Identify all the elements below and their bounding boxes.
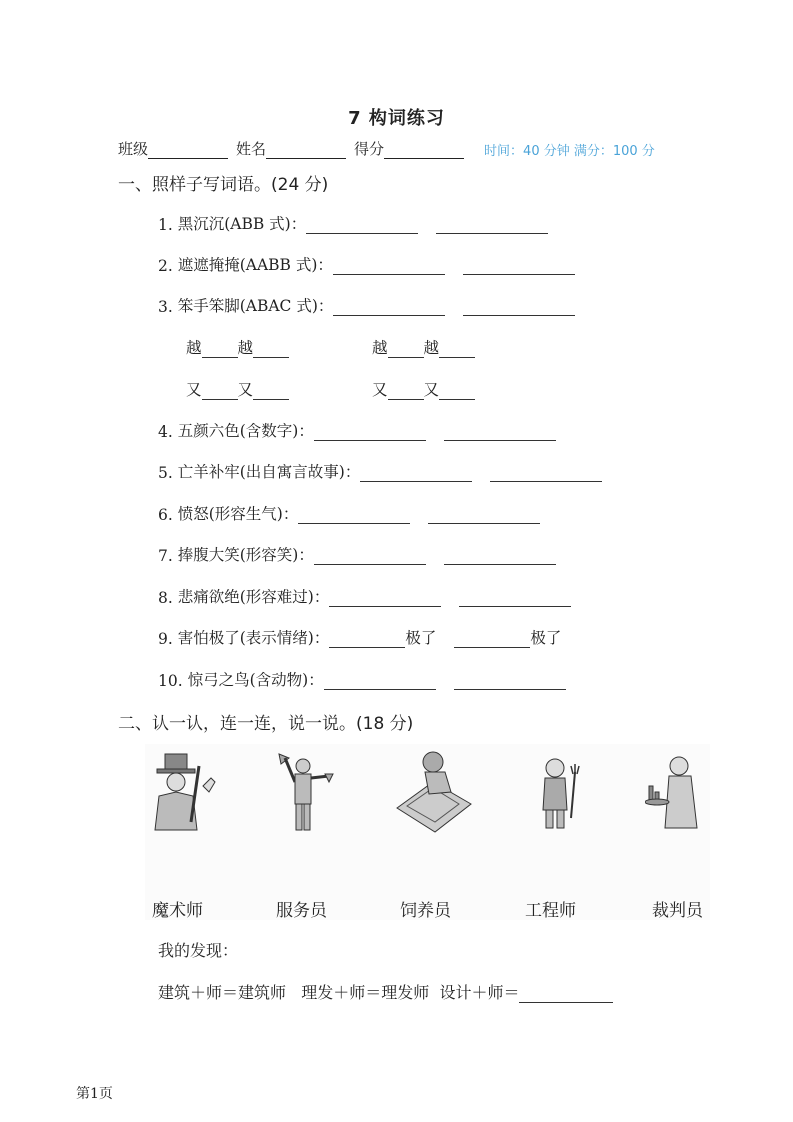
score-label: 得分 [354, 140, 385, 158]
label-magician[interactable]: 魔术师 [152, 901, 203, 921]
question-7: 7. 捧腹大笑(形容笑)： [158, 543, 556, 565]
answer-blank[interactable] [490, 467, 602, 482]
answer-blank[interactable] [428, 509, 540, 524]
question-9: 9. 害怕极了(表示情绪)： 极了 极了 [158, 629, 562, 648]
pattern-yue-2: 越 越 [372, 336, 475, 358]
answer-blank[interactable] [388, 385, 424, 400]
question-8: 8. 悲痛欲绝(形容难过)： [158, 585, 571, 607]
answer-blank[interactable] [459, 592, 571, 607]
class-label: 班级 [118, 140, 149, 158]
answer-blank[interactable] [253, 343, 289, 358]
question-3 [158, 294, 575, 316]
answer-blank[interactable] [298, 509, 410, 524]
answer-blank[interactable] [202, 343, 238, 358]
answer-blank[interactable] [388, 343, 424, 358]
question-4: 4. 五颜六色(含数字)： [158, 419, 556, 441]
answer-blank[interactable] [454, 675, 566, 690]
engineer-illustration[interactable] [393, 748, 475, 834]
answer-blank[interactable] [360, 467, 472, 482]
q-number: 1. [158, 216, 173, 234]
q-prompt: 遮遮掩掩(AABB 式)： [177, 256, 333, 274]
name-label: 姓名 [236, 140, 267, 158]
equation-3: 设计＋师＝ [439, 983, 520, 1002]
magician-illustration[interactable] [151, 752, 223, 832]
score-field[interactable] [384, 142, 464, 159]
student-info-header [118, 138, 655, 159]
answer-blank[interactable] [454, 633, 530, 648]
question-6: 6. 愤怒(形容生气)： [158, 502, 540, 524]
answer-blank[interactable] [333, 301, 445, 316]
time-score-info: 时间：40 分钟 满分：100 分 [484, 144, 655, 159]
pattern-you-2: 又 又 [372, 378, 475, 400]
answer-blank[interactable] [436, 219, 548, 234]
section2-heading: 二、认一认，连一连，说一说。(18 分) [118, 714, 414, 734]
farmer-illustration[interactable] [535, 752, 585, 832]
equation-1: 建筑＋师＝建筑师 [158, 983, 287, 1002]
referee-illustration[interactable] [275, 752, 335, 832]
answer-blank[interactable] [444, 550, 556, 565]
answer-blank[interactable] [324, 675, 436, 690]
answer-blank[interactable] [253, 385, 289, 400]
label-engineer[interactable]: 工程师 [525, 901, 576, 921]
discovery-equations [158, 980, 613, 1003]
label-breeder[interactable]: 饲养员 [400, 901, 451, 921]
pattern-yue-1: 越 越 [186, 336, 289, 358]
answer-blank[interactable] [463, 301, 575, 316]
question-1 [158, 212, 548, 234]
page-number: 第1页 [76, 1086, 113, 1102]
answer-blank[interactable] [444, 426, 556, 441]
equation-2: 理发＋师＝理发师 [301, 983, 430, 1002]
answer-blank[interactable] [314, 550, 426, 565]
answer-blank[interactable] [519, 988, 613, 1003]
name-field[interactable] [266, 142, 346, 159]
answer-blank[interactable] [306, 219, 418, 234]
class-field[interactable] [148, 142, 228, 159]
q-prompt: 笨手笨脚(ABAC 式)： [177, 297, 334, 315]
q-number: 3. [158, 298, 173, 316]
answer-blank[interactable] [329, 633, 405, 648]
answer-blank[interactable] [333, 260, 445, 275]
answer-blank[interactable] [202, 385, 238, 400]
answer-blank[interactable] [314, 426, 426, 441]
q-number: 2. [158, 257, 173, 275]
question-2 [158, 253, 575, 275]
occupation-pictures [145, 744, 710, 920]
label-referee[interactable]: 裁判员 [652, 901, 703, 921]
answer-blank[interactable] [329, 592, 441, 607]
q-prompt: 黑沉沉(ABB 式)： [177, 215, 307, 233]
answer-blank[interactable] [439, 343, 475, 358]
answer-blank[interactable] [439, 385, 475, 400]
page-title: 7 构词练习 [348, 108, 445, 129]
waitress-illustration[interactable] [645, 752, 709, 832]
question-5: 5. 亡羊补牢(出自寓言故事)： [158, 460, 602, 482]
label-waiter[interactable]: 服务员 [276, 901, 327, 921]
question-10: 10. 惊弓之鸟(含动物)： [158, 668, 566, 690]
section1-heading: 一、照样子写词语。(24 分) [118, 175, 329, 195]
discovery-label: 我的发现： [158, 941, 239, 960]
answer-blank[interactable] [463, 260, 575, 275]
pattern-you-1: 又 又 [186, 378, 289, 400]
